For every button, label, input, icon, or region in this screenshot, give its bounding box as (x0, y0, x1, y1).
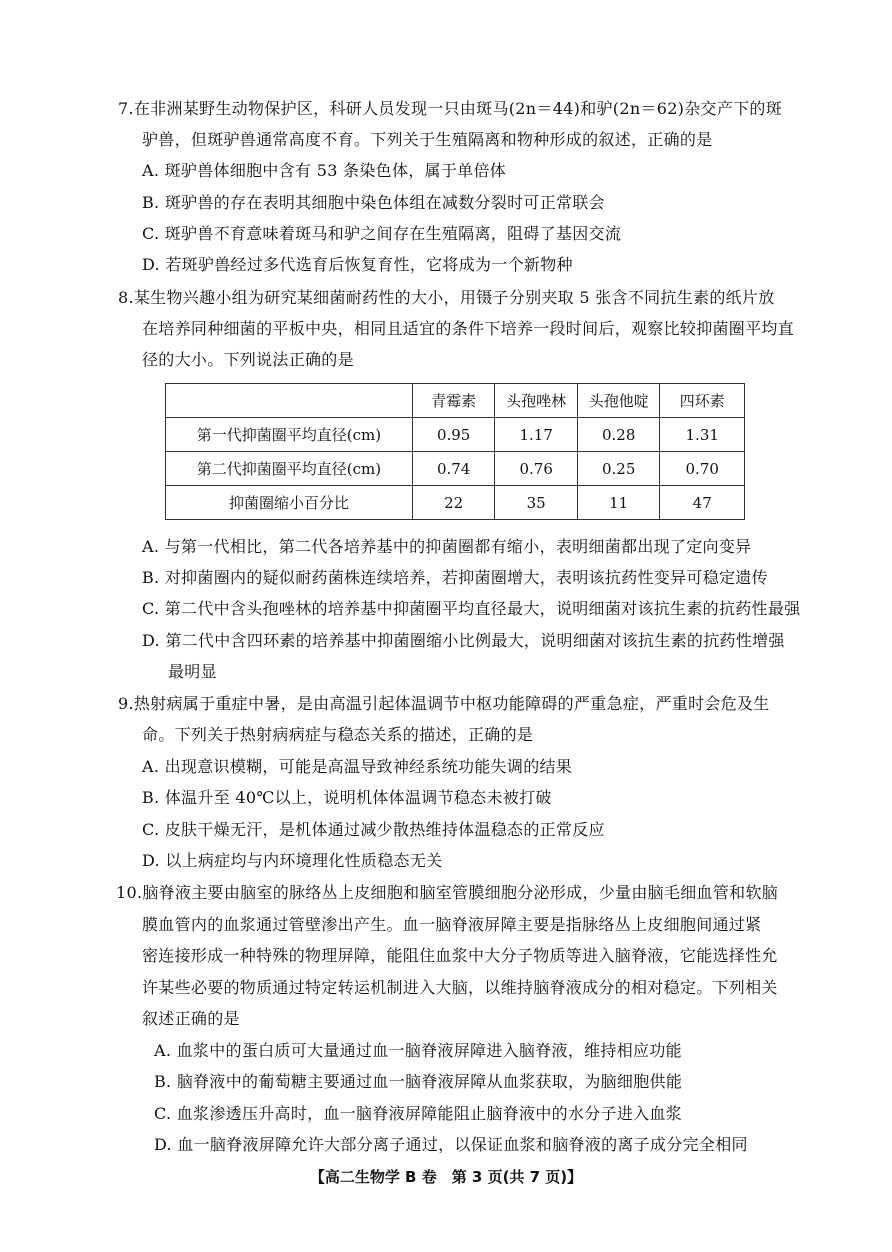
table-row (166, 452, 745, 486)
table-cell: 11 (577, 486, 660, 520)
table-row-label: 抑菌圈缩小百分比 (166, 486, 413, 520)
q7-option-a: A. 斑驴兽体细胞中含有 53 条染色体，属于单倍体 (142, 161, 507, 180)
q10-option-b: B. 脑脊液中的葡萄糖主要通过血一脑脊液屏障从血浆获取，为脑细胞供能 (154, 1072, 683, 1091)
q7-stem-line-2: 驴兽，但斑驴兽通常高度不育。下列关于生殖隔离和物种形成的叙述，正确的是 (142, 130, 713, 149)
q9-option-d: D. 以上病症均与内环境理化性质稳态无关 (142, 851, 443, 870)
q7-option-c: C. 斑驴兽不育意味着斑马和驴之间存在生殖隔离，阻碍了基因交流 (142, 224, 622, 243)
table-cell: 0.76 (495, 452, 578, 486)
table-cell: 0.74 (412, 452, 495, 486)
q9-option-a: A. 出现意识模糊，可能是高温导致神经系统功能失调的结果 (142, 757, 573, 776)
q9-stem-line-2: 命。下列关于热射病病症与稳态关系的描述，正确的是 (142, 725, 534, 744)
q8-stem-line-3: 径的大小。下列说法正确的是 (142, 350, 354, 369)
q8-stem-line-1: 8.某生物兴趣小组为研究某细菌耐药性的大小，用镊子分别夹取 5 张含不同抗生素的纸片放 (118, 288, 775, 307)
page-footer: 【高二生物学 B 卷 第 3 页(共 7 页)】 (309, 1168, 583, 1186)
q8-option-c: C. 第二代中含头孢唑林的培养基中抑菌圈平均直径最大，说明细菌对该抗生素的抗药性最强 (142, 599, 801, 618)
q8-stem-line-2: 在培养同种细菌的平板中央，相同且适宜的条件下培养一段时间后，观察比较抑菌圈平均直 (142, 319, 795, 338)
q10-option-d: D. 血一脑脊液屏障允许大部分离子通过，以保证血浆和脑脊液的离子成分完全相同 (154, 1135, 748, 1154)
antibiotic-table (165, 383, 745, 520)
table-cell: 35 (495, 486, 578, 520)
q10-stem-line-5: 叙述正确的是 (142, 1009, 240, 1028)
q7-option-b: B. 斑驴兽的存在表明其细胞中染色体组在减数分裂时可正常联会 (142, 193, 605, 212)
table-cell: 0.25 (577, 452, 660, 486)
table-cell: 0.95 (412, 418, 495, 452)
table-header-cell: 青霉素 (412, 384, 495, 418)
q10-stem-line-4: 许某些必要的物质通过特定转运机制进入大脑，以维持脑脊液成分的相对稳定。下列相关 (142, 978, 778, 997)
table-row (166, 486, 745, 520)
q10-option-a: A. 血浆中的蛋白质可大量通过血一脑脊液屏障进入脑脊液，维持相应功能 (154, 1041, 682, 1060)
q9-option-c: C. 皮肤干燥无汗，是机体通过减少散热维持体温稳态的正常反应 (142, 820, 605, 839)
table-row-label: 第一代抑菌圈平均直径(cm) (166, 418, 413, 452)
q7-option-d: D. 若斑驴兽经过多代选育后恢复育性，它将成为一个新物种 (142, 255, 573, 274)
q8-option-d-cont: 最明显 (168, 662, 217, 681)
q10-stem-line-2: 膜血管内的血浆通过管壁渗出产生。血一脑脊液屏障主要是指脉络丛上皮细胞间通过紧 (142, 915, 762, 934)
table-cell: 0.28 (577, 418, 660, 452)
q8-option-d: D. 第二代中含四环素的培养基中抑菌圈缩小比例最大，说明细菌对该抗生素的抗药性增强 (142, 631, 785, 650)
table-cell: 47 (660, 486, 745, 520)
table-header-row (166, 384, 745, 418)
q10-stem-line-3: 密连接形成一种特殊的物理屏障，能阻住血浆中大分子物质等进入脑脊液，它能选择性允 (142, 946, 778, 965)
table-row-label: 第二代抑菌圈平均直径(cm) (166, 452, 413, 486)
q9-option-b: B. 体温升至 40℃以上，说明机体体温调节稳态未被打破 (142, 788, 552, 807)
table-cell: 1.17 (495, 418, 578, 452)
table-header-cell: 头孢唑林 (495, 384, 578, 418)
q7-stem-line-1: 7.在非洲某野生动物保护区，科研人员发现一只由斑马(2n＝44)和驴(2n＝62)杂交产下的斑 (118, 99, 783, 118)
q10-stem-line-1: 10.脑脊液主要由脑室的脉络丛上皮细胞和脑室管膜细胞分泌形成，少量由脑毛细血管和软脑 (116, 883, 779, 902)
table-header-cell: 头孢他啶 (577, 384, 660, 418)
table-cell: 1.31 (660, 418, 745, 452)
q8-option-a: A. 与第一代相比，第二代各培养基中的抑菌圈都有缩小，表明细菌都出现了定向变异 (142, 537, 752, 556)
table-cell: 22 (412, 486, 495, 520)
q8-option-b: B. 对抑菌圈内的疑似耐药菌株连续培养，若抑菌圈增大，表明该抗药性变异可稳定遗传 (142, 568, 768, 587)
table-header-cell: 四环素 (660, 384, 745, 418)
table-cell: 0.70 (660, 452, 745, 486)
table-header-cell (166, 384, 413, 418)
q10-option-c: C. 血浆渗透压升高时，血一脑脊液屏障能阻止脑脊液中的水分子进入血浆 (154, 1104, 683, 1123)
q9-stem-line-1: 9.热射病属于重症中暑，是由高温引起体温调节中枢功能障碍的严重急症，严重时会危及生 (118, 694, 770, 713)
table-row (166, 418, 745, 452)
